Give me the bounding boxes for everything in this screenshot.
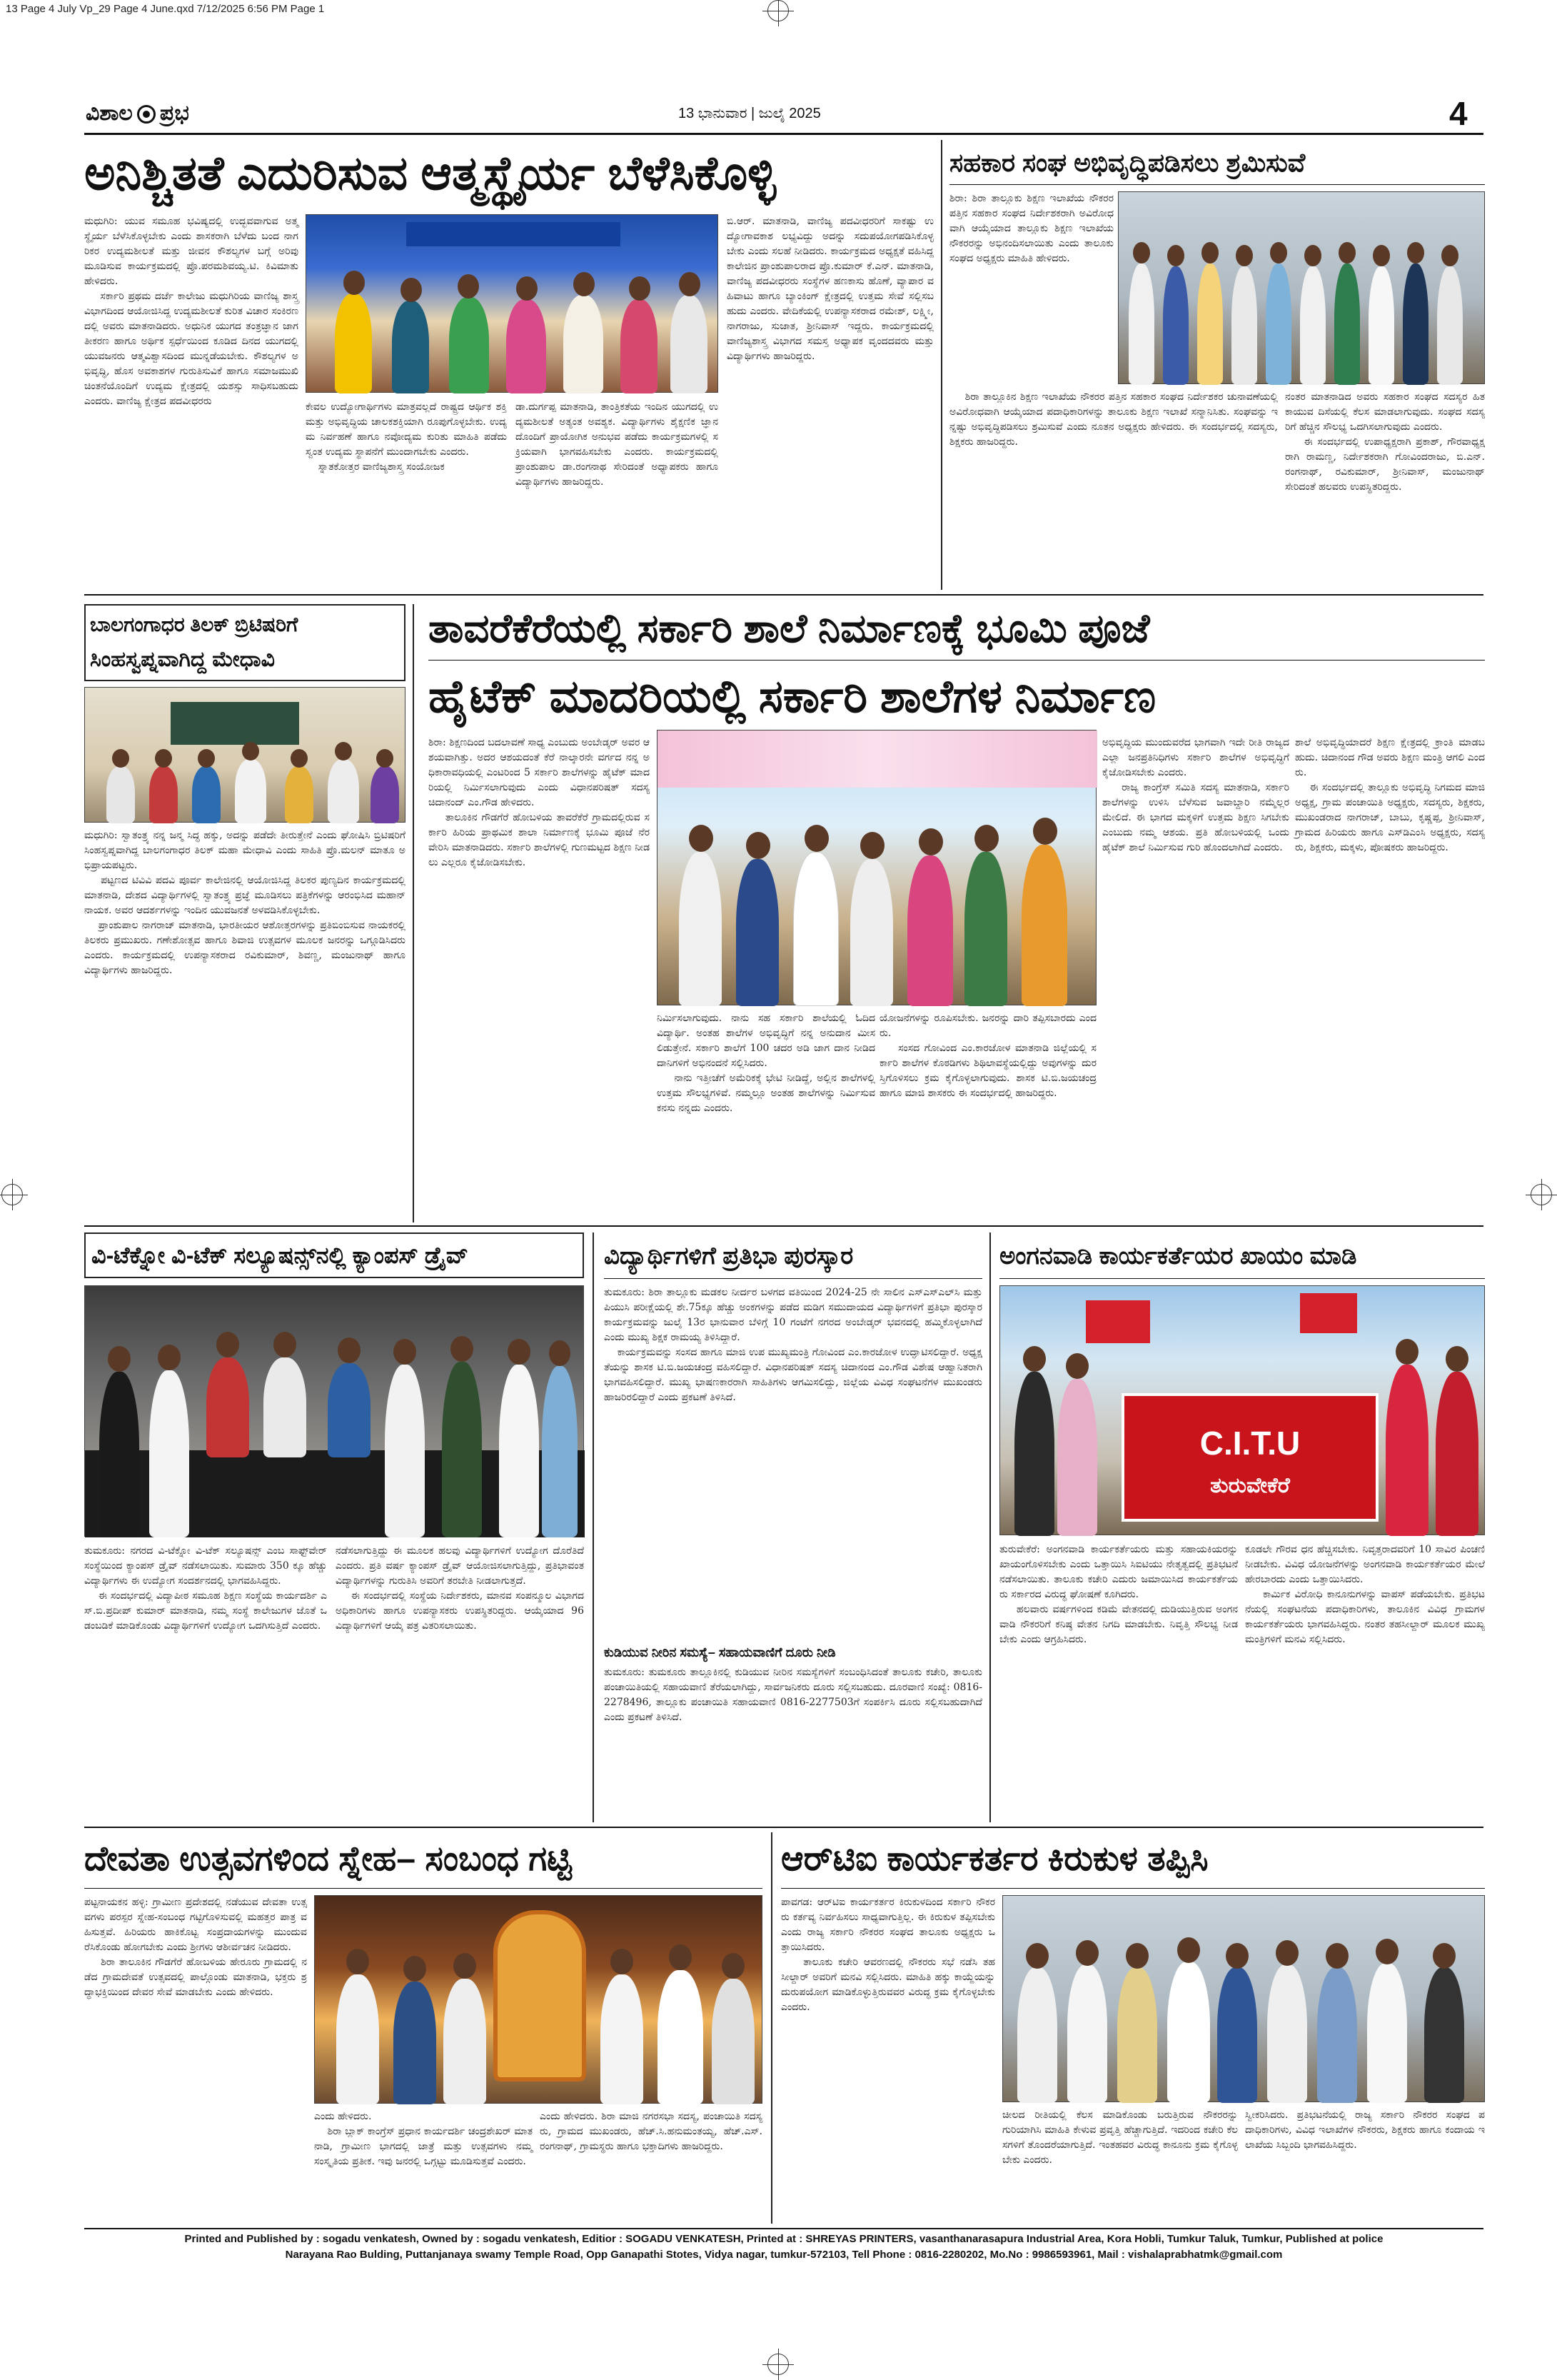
story7-rule: [999, 1278, 1485, 1279]
story7-col1: ತುರುವೇಕೆರೆ: ಅಂಗನವಾಡಿ ಕಾರ್ಯಕರ್ತೆಯರು ಮತ್ತು ಸಹಾಯಕಿಯರನ್ನು ಖಾಯಂಗೊಳಿಸಬೇಕು ಎಂದು ಒತ್ತಾಯಿಸಿ ಸಿಐಟಿಯು ನೇತೃತ್ವದಲ್ಲಿ ಪ್ರತಿಭಟನೆ ನಡೆಸಲಾಯಿತು. ತಾಲೂಕು ಕಚೇರಿ ಎದುರು ಜಮಾಯಿಸಿದ ಕಾರ್ಯಕರ್ತೆಯರು ಸರ್ಕಾರದ ವಿರುದ್ಧ ಘೋಷಣೆ ಕೂಗಿದರು. ಹಲವಾರು ವರ್ಷಗಳಿಂದ ಕಡಿಮೆ ವೇತನದಲ್ಲಿ ದುಡಿಯುತ್ತಿರುವ ಅಂಗನವಾಡಿ ನೌಕರರಿಗೆ ಕನಿಷ್ಠ ವೇತನ ನಿಗದಿ ಮಾಡಬೇಕು. ನಿವೃತ್ತಿ ಸೌಲಭ್ಯ ನೀಡಬೇಕು ಎಂದು ಆಗ್ರಹಿಸಿದರು.: [999, 1544, 1238, 1645]
story8-photo: [314, 1895, 762, 2104]
column-divider: [771, 1832, 772, 2224]
registration-mark-top: [767, 0, 789, 21]
story4-photo: [657, 730, 1097, 1005]
story1-col4: ಬಿ.ಆರ್. ಮಾತನಾಡಿ, ವಾಣಿಜ್ಯ ಪದವೀಧರರಿಗೆ ಸಾಕಷ್ಟು ಉದ್ಯೋಗಾವಕಾಶ ಲಭ್ಯವಿದ್ದು ಅದನ್ನು ಸದುಪಯೋಗಪಡಿಸಿಕೊಳ್ಳಬೇಕು ಎಂದು ಸಲಹೆ ನೀಡಿದರು. ಕಾರ್ಯಕ್ರಮದ ಅಧ್ಯಕ್ಷತೆ ವಹಿಸಿದ್ದ ಕಾಲೇಜಿನ ಪ್ರಾಂಶುಪಾಲರಾದ ಪ್ರೊ.ಕುಮಾರ್ ಕೆ.ಎನ್. ಮಾತನಾಡಿ, ವಾಣಿಜ್ಯ ಪದವೀಧರರು ಸಂಸ್ಥೆಗಳ ಹಣಕಾಸು ಹೊಣೆ, ವ್ಯಾಪಾರ ವಹಿವಾಟು ಹಾಗೂ ಬ್ಯಾಂಕಿಂಗ್ ಕ್ಷೇತ್ರದಲ್ಲಿ ಉತ್ತಮ ಸೇವೆ ಸಲ್ಲಿಸಬಹುದು ಎಂದರು. ವೇದಿಕೆಯಲ್ಲಿ ಉಪನ್ಯಾಸಕರಾದ ರಮೇಶ್, ಲಕ್ಷ್ಮೀ, ನಾಗರಾಜು, ಸುಜಾತ, ಶ್ರೀನಿವಾಸ್ ಇದ್ದರು. ಕಾರ್ಯಕ್ರಮದಲ್ಲಿ ವಾಣಿಜ್ಯಶಾಸ್ತ್ರ ವಿಭಾಗದ ಸಮಸ್ತ ಅಧ್ಯಾಪಕ ವೃಂದದವರು ಮತ್ತು ವಿದ್ಯಾರ್ಥಿಗಳು ಹಾಜರಿದ್ದರು.: [727, 216, 937, 362]
section-rule-2: [84, 1225, 1483, 1227]
story6-sub-headline: ಕುಡಿಯುವ ನೀರಿನ ಸಮಸ್ಯೆ– ಸಹಾಯವಾಣಿಗೆ ದೂರು ನೀಡಿ: [604, 1645, 836, 1660]
paper-name-left: ವಿಶಾಲ: [86, 101, 133, 125]
story8-headline: ದೇವತಾ ಉತ್ಸವಗಳಿಂದ ಸ್ನೇಹ– ಸಂಬಂಧ ಗಟ್ಟಿ: [84, 1840, 572, 1878]
story9-headline: ಆರ್‌ಟಿಐ ಕಾರ್ಯಕರ್ತರ ಕಿರುಕುಳ ತಪ್ಪಿಸಿ: [781, 1840, 1209, 1878]
story1-col2: ಕೇವಲ ಉದ್ಯೋಗಾರ್ಥಿಗಳು ಮಾತ್ರವಲ್ಲದೆ ರಾಷ್ಟ್ರದ ಆರ್ಥಿಕ ಶಕ್ತಿ ಮತ್ತು ಅಭಿವೃದ್ಧಿಯ ಚಾಲಕಶಕ್ತಿಯಾಗಿ ರೂಪುಗೊಳ್ಳಬೇಕು. ಉದ್ಯಮ ನಿರ್ವಹಣೆ ಹಾಗೂ ನವೋದ್ಯಮ ಕುರಿತು ಮಾಹಿತಿ ಪಡೆದು ಸ್ವಂತ ಉದ್ಯಮ ಸ್ಥಾಪನೆಗೆ ಮುಂದಾಗಬೇಕು ಎಂದರು. ಸ್ನಾತಕೋತ್ತರ ವಾಣಿಜ್ಯಶಾಸ್ತ್ರ ಸಂಯೋಜಕ: [306, 401, 507, 473]
story2-headline: ಸಹಕಾರ ಸಂಘ ಅಭಿವೃದ್ಧಿಪಡಿಸಲು ಶ್ರಮಿಸುವೆ: [949, 148, 1306, 177]
print-slug: 13 Page 4 July Vp_29 Page 4 June.qxd 7/12/2025 6:56 PM Page 1: [6, 3, 325, 15]
masthead-date: 13 ಭಾನುವಾರ | ಜುಲೈ 2025: [678, 106, 821, 121]
story5-col2: ನಡೆಸಲಾಗುತ್ತಿದ್ದು ಈ ಮೂಲಕ ಹಲವು ವಿದ್ಯಾರ್ಥಿಗಳಿಗೆ ಉದ್ಯೋಗ ದೊರೆತಿದೆ ಎಂದರು. ಪ್ರತಿ ವರ್ಷ ಕ್ಯಾಂಪಸ್ ಡ್ರೈವ್ ಆಯೋಜಿಸಲಾಗುತ್ತಿದ್ದು, ಪ್ರತಿಭಾವಂತ ವಿದ್ಯಾರ್ಥಿಗಳನ್ನು ಗುರುತಿಸಿ ಅವರಿಗೆ ತರಬೇತಿ ನೀಡಲಾಗುತ್ತದೆ. ಈ ಸಂದರ್ಭದಲ್ಲಿ ಸಂಸ್ಥೆಯ ನಿರ್ದೇಶಕರು, ಮಾನವ ಸಂಪನ್ಮೂಲ ವಿಭಾಗದ ಅಧಿಕಾರಿಗಳು ಹಾಗೂ ಉಪನ್ಯಾಸಕರು ಉಪಸ್ಥಿತರಿದ್ದರು. ಆಯ್ಕೆಯಾದ 96 ವಿದ್ಯಾರ್ಥಿಗಳಿಗೆ ಆಯ್ಕೆ ಪತ್ರ ವಿತರಿಸಲಾಯಿತು.: [336, 1545, 584, 1632]
story5-photo: [84, 1285, 584, 1537]
masthead-rule: [84, 133, 1483, 135]
story7-headline: ಅಂಗನವಾಡಿ ಕಾರ್ಯಕರ್ತೆಯರ ಖಾಯಂ ಮಾಡಿ: [999, 1242, 1357, 1270]
story2-photo: [1118, 191, 1485, 384]
story8-col2: ಎಂದು ಹೇಳಿದರು. ಶಿರಾ ಬ್ಲಾಕ್ ಕಾಂಗ್ರೆಸ್ ಪ್ರಧಾನ ಕಾರ್ಯದರ್ಶಿ ಚಂದ್ರಶೇಖರ್ ಮಾತನಾಡಿ, ಗ್ರಾಮೀಣ ಭಾಗದಲ್ಲಿ ಜಾತ್ರೆ ಮತ್ತು ಉತ್ಸವಗಳು ನಮ್ಮ ಸಂಸ್ಕೃತಿಯ ಪ್ರತೀಕ. ಇವು ಜನರಲ್ಲಿ ಒಗ್ಗಟ್ಟು ಮೂಡಿಸುತ್ತವೆ ಎಂದರು.: [314, 2111, 533, 2167]
story1-headline: ಅನಿಶ್ಚಿತತೆ ಎದುರಿಸುವ ಆತ್ಮಸ್ಥೈರ್ಯ ಬೆಳೆಸಿಕೊಳ್ಳಿ: [84, 146, 777, 199]
story6-body: ತುಮಕೂರು: ಶಿರಾ ತಾಲ್ಲೂಕು ಮಡಕಲ ನೀರ್ದರ ಬಳಗದ ವತಿಯಿಂದ 2024-25 ನೇ ಸಾಲಿನ ಎಸ್‌ಎಸ್‌ಎಲ್‌ಸಿ ಮತ್ತು ಪಿಯುಸಿ ಪರೀಕ್ಷೆಯಲ್ಲಿ ಶೇ.75ಕ್ಕೂ ಹೆಚ್ಚು ಅಂಕಗಳನ್ನು ಪಡೆದ ಮಡಿಗ ಸಮುದಾಯದ ವಿದ್ಯಾರ್ಥಿಗಳಿಗೆ ಪ್ರತಿಭಾ ಪುರಸ್ಕಾರ ಕಾರ್ಯಕ್ರಮವನ್ನು ಜುಲೈ 13ರ ಭಾನುವಾರ ಬೆಳಿಗ್ಗೆ 10 ಗಂಟೆಗೆ ನಗರದ ಅಂಬೇಡ್ಕರ್ ಭವನದಲ್ಲಿ ಹಮ್ಮಿಕೊಳ್ಳಲಾಗಿದೆ ಎಂದು ಮುಖ್ಯ ಶಿಕ್ಷಕ ರಾಮಯ್ಯ ತಿಳಿಸಿದ್ದಾರೆ. ಕಾರ್ಯಕ್ರಮವನ್ನು ಸಂಸದ ಹಾಗೂ ಮಾಜಿ ಉಪ ಮುಖ್ಯಮಂತ್ರಿ ಗೋವಿಂದ ಎಂ.ಕಾರಜೋಳ ಉದ್ಘಾಟಿಸಲಿದ್ದಾರೆ. ಅಧ್ಯಕ್ಷತೆಯನ್ನು ಶಾಸಕ ಟಿ.ಬಿ.ಜಯಚಂದ್ರ ವಹಿಸಲಿದ್ದಾರೆ. ವಿಧಾನಪರಿಷತ್ ಸದಸ್ಯ ಚಿದಾನಂದ ಎಂ.ಗೌಡ ವಿಶೇಷ ಆಹ್ವಾನಿತರಾಗಿ ಭಾಗವಹಿಸಲಿದ್ದಾರೆ. ಮುಖ್ಯ ಭಾಷಣಕಾರರಾಗಿ ಸಾಹಿತಿಗಳು ಆಗಮಿಸಲಿದ್ದು, ಜಿಲ್ಲೆಯ ವಿವಿಧ ಸಂಘಟನೆಗಳ ಮುಖಂಡರು ಹಾಜರಿರಲಿದ್ದಾರೆ ಎಂದು ಪ್ರಕಟಣೆ ತಿಳಿಸಿದೆ.: [604, 1287, 982, 1403]
citu-banner-sub: ತುರುವೇಕೆರೆ: [1210, 1474, 1290, 1497]
paper-logo-icon: [137, 105, 156, 124]
story2-body: ಶಿರಾ ತಾಲ್ಲೂಕಿನ ಶಿಕ್ಷಣ ಇಲಾಖೆಯ ನೌಕರರ ಪತ್ತಿನ ಸಹಕಾರ ಸಂಘದ ನಿರ್ದೇಶಕರ ಚುನಾವಣೆಯಲ್ಲಿ ಅವಿರೋಧವಾಗಿ ಆಯ್ಕೆಯಾದ ಪದಾಧಿಕಾರಿಗಳನ್ನು ತಾಲೂಕು ಶಿಕ್ಷಣ ಇಲಾಖೆ ಸನ್ಮಾನಿಸಿತು. ಸಂಘವನ್ನು ಇನ್ನಷ್ಟು ಅಭಿವೃದ್ಧಿಪಡಿಸಲು ಶ್ರಮಿಸುವೆ ಎಂದು ನೂತನ ಅಧ್ಯಕ್ಷರು ಹೇಳಿದರು. ಈ ಸಂದರ್ಭದಲ್ಲಿ ಸದಸ್ಯರು, ಶಿಕ್ಷಕರು ಹಾಜರಿದ್ದರು.: [949, 391, 1281, 448]
story9-col3: ಸ್ವೀಕರಿಸಿದರು. ಪ್ರತಿಭಟನೆಯಲ್ಲಿ ರಾಜ್ಯ ಸರ್ಕಾರಿ ನೌಕರರ ಸಂಘದ ಪದಾಧಿಕಾರಿಗಳು, ವಿವಿಧ ಇಲಾಖೆಗಳ ನೌಕರರು, ಶಿಕ್ಷಕರು ಹಾಗೂ ಕಂದಾಯ ಇಲಾಖೆಯ ಸಿಬ್ಬಂದಿ ಭಾಗವಹಿಸಿದ್ದರು.: [1245, 2109, 1485, 2151]
story8-col1: ಪಟ್ಟನಾಯಕನ ಹಳ್ಳಿ: ಗ್ರಾಮೀಣ ಪ್ರದೇಶದಲ್ಲಿ ನಡೆಯುವ ದೇವತಾ ಉತ್ಸವಗಳು ಪರಸ್ಪರ ಸ್ನೇಹ-ಸಂಬಂಧ ಗಟ್ಟಿಗೊಳಿಸುವಲ್ಲಿ ಮಹತ್ತರ ಪಾತ್ರ ವಹಿಸುತ್ತವೆ. ಹಿರಿಯರು ಹಾಕಿಕೊಟ್ಟ ಸಂಪ್ರದಾಯಗಳನ್ನು ಮುಂದುವರೆಸಿಕೊಂಡು ಹೋಗಬೇಕು ಎಂದು ಶ್ರೀಗಳು ಆಶೀರ್ವಚನ ನೀಡಿದರು. ಶಿರಾ ತಾಲೂಕಿನ ಗೌಡಗೆರೆ ಹೋಬಳಿಯ ಹೇರೂರು ಗ್ರಾಮದಲ್ಲಿ ನಡೆದ ಗ್ರಾಮದೇವತೆ ಉತ್ಸವದಲ್ಲಿ ಪಾಲ್ಗೊಂಡು ಮಾತನಾಡಿ, ಭಕ್ತರು ಶ್ರದ್ಧಾಭಕ್ತಿಯಿಂದ ದೇವರ ಸೇವೆ ಮಾಡಬೇಕು ಎಂದು ಹೇಳಿದರು.: [84, 1897, 307, 1998]
story9-col1: ಪಾವಗಡ: ಆರ್‌ಟಿಐ ಕಾರ್ಯಕರ್ತರ ಕಿರುಕುಳದಿಂದ ಸರ್ಕಾರಿ ನೌಕರರು ಕರ್ತವ್ಯ ನಿರ್ವಹಿಸಲು ಸಾಧ್ಯವಾಗುತ್ತಿಲ್ಲ. ಈ ಕಿರುಕುಳ ತಪ್ಪಿಸಬೇಕು ಎಂದು ರಾಜ್ಯ ಸರ್ಕಾರಿ ನೌಕರರ ಸಂಘದ ತಾಲೂಕು ಅಧ್ಯಕ್ಷರು ಒತ್ತಾಯಿಸಿದರು. ತಾಲೂಕು ಕಚೇರಿ ಆವರಣದಲ್ಲಿ ನೌಕರರು ಸಭೆ ನಡೆಸಿ ತಹಸೀಲ್ದಾರ್ ಅವರಿಗೆ ಮನವಿ ಸಲ್ಲಿಸಿದರು. ಮಾಹಿತಿ ಹಕ್ಕು ಕಾಯ್ದೆಯನ್ನು ದುರುಪಯೋಗ ಮಾಡಿಕೊಳ್ಳುತ್ತಿರುವವರ ವಿರುದ್ಧ ಕ್ರಮ ಕೈಗೊಳ್ಳಬೇಕು ಎಂದರು.: [781, 1897, 995, 2013]
story7-photo: [999, 1285, 1485, 1535]
footer-imprint-line1: Printed and Published by : sogadu venkatesh, Owned by : sogadu venkatesh, Editior : SOGADU VENKATESH, Printed at : SHREYAS PRINTERS, vasanthanarasapura Industrial Area, Kora Hobli, Tumkur Taluk, Tumkur, Published at police: [184, 2233, 1384, 2245]
story3-body: ಮಧುಗಿರಿ: ಸ್ವಾತಂತ್ರ್ಯ ನನ್ನ ಜನ್ಮ ಸಿದ್ಧ ಹಕ್ಕು, ಅದನ್ನು ಪಡೆದೇ ತೀರುತ್ತೇನೆ ಎಂದು ಘೋಷಿಸಿ ಬ್ರಿಟಿಷರಿಗೆ ಸಿಂಹಸ್ವಪ್ನವಾಗಿದ್ದ ಬಾಲಗಂಗಾಧರ ತಿಲಕ್ ಮಹಾ ಮೇಧಾವಿ ಎಂದು ಸಾಹಿತಿ ಪ್ರೊ.ಮಲನ್ ಮಾತೂ ಅಭಿಪ್ರಾಯಪಟ್ಟರು. ಪಟ್ಟಣದ ಟಿವಿವಿ ಪದವಿ ಪೂರ್ವ ಕಾಲೇಜಿನಲ್ಲಿ ಆಯೋಜಿಸಿದ್ದ ತಿಲಕರ ಪುಣ್ಯದಿನ ಕಾರ್ಯಕ್ರಮದಲ್ಲಿ ಮಾತನಾಡಿ, ದೇಶದ ವಿದ್ಯಾರ್ಥಿಗಳಲ್ಲಿ ಸ್ವಾತಂತ್ರ್ಯ ಪ್ರಜ್ಞೆ ಮೂಡಿಸಲು ಪತ್ರಿಕೆಗಳನ್ನು ಆರಂಭಿಸಿದ ಮಹಾನ್ ನಾಯಕ. ಅವರ ಆದರ್ಶಗಳನ್ನು ಇಂದಿನ ಯುವಜನತೆ ಅಳವಡಿಸಿಕೊಳ್ಳಬೇಕು. ಪ್ರಾಂಶುಪಾಲ ನಾಗರಾಜ್ ಮಾತನಾಡಿ, ಭಾರತೀಯರ ಆಶೋತ್ತರಗಳನ್ನು ಪ್ರತಿಬಿಂಬಿಸುವ ನಾಯಕರಲ್ಲಿ ತಿಲಕರು ಪ್ರಮುಖರು. ಗಣೇಶೋತ್ಸವ ಹಾಗೂ ಶಿವಾಜಿ ಉತ್ಸವಗಳ ಮೂಲಕ ಜನರನ್ನು ಒಗ್ಗೂಡಿಸಿದರು ಎಂದರು. ಕಾರ್ಯಕ್ರಮದಲ್ಲಿ ಉಪನ್ಯಾಸಕರಾದ ರವಿಕುಮಾರ್, ಶಿವಣ್ಣ, ಮಂಜುನಾಥ್ ಹಾಗೂ ವಿದ್ಯಾರ್ಥಿಗಳು ಹಾಜರಿದ್ದರು.: [84, 830, 405, 976]
story9-rule: [781, 1888, 1485, 1889]
column-divider: [989, 1232, 991, 1822]
story3-headline-line2: ಸಿಂಹಸ್ವಪ್ನವಾಗಿದ್ದ ಮೇಧಾವಿ: [90, 648, 275, 671]
story5-col1: ತುಮಕೂರು: ನಗರದ ವಿ-ಟೆಕ್ನೋ ವಿ-ಟೆಕ್ ಸಲ್ಯೂಷನ್ಸ್ ಎಂಬ ಸಾಫ್ಟ್‌ವೇರ್ ಸಂಸ್ಥೆಯಿಂದ ಕ್ಯಾಂಪಸ್ ಡ್ರೈವ್ ನಡೆಸಲಾಯಿತು. ಸುಮಾರು 350 ಕ್ಕೂ ಹೆಚ್ಚು ವಿದ್ಯಾರ್ಥಿಗಳು ಈ ಉದ್ಯೋಗ ಸಂದರ್ಶನದಲ್ಲಿ ಭಾಗವಹಿಸಿದ್ದರು. ಈ ಸಂದರ್ಭದಲ್ಲಿ ವಿದ್ಯಾಪೀಠ ಸಮೂಹ ಶಿಕ್ಷಣ ಸಂಸ್ಥೆಯ ಕಾರ್ಯದರ್ಶಿ ಎಸ್.ಬಿ.ಪ್ರದೀಪ್ ಕುಮಾರ್ ಮಾತನಾಡಿ, ನಮ್ಮ ಸಂಸ್ಥೆ ಕಾಲೇಜುಗಳ ಜೊತೆ ಒಡಂಬಡಿಕೆ ಮಾಡಿಕೊಂಡು ವಿದ್ಯಾರ್ಥಿಗಳಿಗೆ ಉದ್ಯೋಗ ಒದಗಿಸುತ್ತಿದೆ ಎಂದರು.: [84, 1545, 327, 1632]
story8-col3: ಎಂದು ಹೇಳಿದರು. ಶಿರಾ ಮಾಜಿ ನಗರಸಭಾ ಸದಸ್ಯ, ಪಂಚಾಯಿತಿ ಸದಸ್ಯರು, ಗ್ರಾಮದ ಮುಖಂಡರು, ಹೆಚ್.ಸಿ.ಹನುಮಂತಯ್ಯ, ಹೆಚ್.ಎಸ್.ರಂಗನಾಥ್, ಗ್ರಾಮಸ್ಥರು ಹಾಗೂ ಭಕ್ತಾದಿಗಳು ಹಾಜರಿದ್ದರು.: [540, 2111, 762, 2152]
story4-col3: ಯೋಜನೆಗಳನ್ನು ರೂಪಿಸಬೇಕು. ಜನರನ್ನು ದಾರಿ ತಪ್ಪಿಸಬಾರದು ಎಂದರು. ಸಂಸದ ಗೋವಿಂದ ಎಂ.ಕಾರಜೋಳ ಮಾತನಾಡಿ ಜಿಲ್ಲೆಯಲ್ಲಿ ಸರ್ಕಾರಿ ಶಾಲೆಗಳ ಕೊಠಡಿಗಳು ಶಿಥಿಲಾವಸ್ಥೆಯಲ್ಲಿದ್ದು ಅವುಗಳನ್ನು ದುರಸ್ತಿಗೊಳಿಸಲು ಕ್ರಮ ಕೈಗೊಳ್ಳಲಾಗುವುದು. ಶಾಸಕ ಟಿ.ಬಿ.ಜಯಚಂದ್ರ ಹಾಗೂ ಮಾಜಿ ಶಾಸಕರು ಈ ಸಂದರ್ಭದಲ್ಲಿ ಹಾಜರಿದ್ದರು.: [880, 1013, 1097, 1099]
registration-mark-right: [1531, 1184, 1552, 1205]
column-divider: [593, 1232, 594, 1822]
story9-photo: [1002, 1895, 1485, 2102]
story4-col4: ಅಭಿವೃದ್ಧಿಯ ಮುಂದುವರೆದ ಭಾಗವಾಗಿ ಇದೇ ರೀತಿ ರಾಜ್ಯದ ಎಲ್ಲಾ ಜನಪ್ರತಿನಿಧಿಗಳು ಸರ್ಕಾರಿ ಶಾಲೆಗಳ ಅಭಿವೃದ್ಧಿಗೆ ಕೈಜೋಡಿಸಬೇಕು ಎಂದರು. ರಾಜ್ಯ ಕಾಂಗ್ರೆಸ್ ಸಮಿತಿ ಸದಸ್ಯ ಮಾತನಾಡಿ, ಸರ್ಕಾರಿ ಶಾಲೆಗಳನ್ನು ಉಳಿಸಿ ಬೆಳೆಸುವ ಜವಾಬ್ದಾರಿ ನಮ್ಮೆಲ್ಲರ ಮೇಲಿದೆ. ಈ ಭಾಗದ ಮಕ್ಕಳಿಗೆ ಉತ್ತಮ ಶಿಕ್ಷಣ ಸಿಗಬೇಕು ಎಂಬುದು ನಮ್ಮ ಆಶಯ. ಪ್ರತಿ ಹೋಬಳಿಯಲ್ಲಿ ಒಂದು ಹೈಟೆಕ್ ಶಾಲೆ ನಿರ್ಮಿಸುವ ಗುರಿ ಹೊಂದಲಾಗಿದೆ ಎಂದರು.: [1102, 737, 1289, 853]
story1-col3: ಡಾ.ದುರ್ಗಪ್ಪ ಮಾತನಾಡಿ, ತಾಂತ್ರಿಕತೆಯ ಇಂದಿನ ಯುಗದಲ್ಲಿ ಉದ್ಯಮಶೀಲತೆ ಅತ್ಯಂತ ಅವಶ್ಯಕ. ವಿದ್ಯಾರ್ಥಿಗಳು ಶೈಕ್ಷಣಿಕ ಜ್ಞಾನದೊಂದಿಗೆ ಪ್ರಾಯೋಗಿಕ ಅನುಭವ ಪಡೆದು ಕಾರ್ಯಕ್ರಮಗಳಲ್ಲಿ ಸಕ್ರಿಯವಾಗಿ ಭಾಗವಹಿಸಬೇಕು ಎಂದರು. ಕಾರ್ಯಕ್ರಮದಲ್ಲಿ ಪ್ರಾಂಶುಪಾಲ ಡಾ.ರಂಗನಾಥ ಸೇರಿದಂತೆ ಅಧ್ಯಾಪಕರು ಹಾಗೂ ವಿದ್ಯಾರ್ಥಿಗಳು ಹಾಜರಿದ್ದರು.: [515, 401, 722, 488]
registration-mark-left: [1, 1184, 23, 1205]
footer-imprint-line2: Narayana Rao Bulding, Puttanjanaya swamy Temple Road, Opp Ganapathi Stotes, Vidya nagar, tumkur-572103, Tell Phone : 0816-2280202, Mo.No : 9986593961, Mail : vishalaprabhatmk@gmail.com: [285, 2249, 1283, 2261]
story4-col1: ಶಿರಾ: ಶಿಕ್ಷಣದಿಂದ ಬದಲಾವಣೆ ಸಾಧ್ಯ ಎಂಬುದು ಅಂಬೇಡ್ಕರ್ ಅವರ ಆಶಯವಾಗಿತ್ತು. ಅದರ ಆಶಯದಂತೆ ಕೆರೆ ನಾಲ್ಕಾರನೇ ವರ್ಗದ ನನ್ನ ಅಧಿಕಾರಾವಧಿಯಲ್ಲಿ ಎಂಟರಿಂದ 5 ಸರ್ಕಾರಿ ಶಾಲೆಗಳನ್ನು ಹೈಟೆಕ್ ಮಾದರಿಯಲ್ಲಿ ನಿರ್ಮಿಸಲಾಗುವುದು ಎಂದು ವಿಧಾನಪರಿಷತ್ ಸದಸ್ಯ ಚಿದಾನಂದ್ ಎಂ.ಗೌಡ ಹೇಳಿದರು. ತಾಲೂಕಿನ ಗೌಡಗೆರೆ ಹೋಬಳಿಯ ತಾವರೆಕೆರೆ ಗ್ರಾಮದಲ್ಲಿರುವ ಸರ್ಕಾರಿ ಹಿರಿಯ ಪ್ರಾಥಮಿಕ ಶಾಲಾ ನಿರ್ಮಾಣಕ್ಕೆ ಭೂಮಿ ಪೂಜೆ ನೆರವೇರಿಸಿ ಮಾತನಾಡಿದರು. ಸರ್ಕಾರಿ ಶಾಲೆಗಳಲ್ಲಿ ಗುಣಮಟ್ಟದ ಶಿಕ್ಷಣ ನೀಡಲು ಎಲ್ಲರೂ ಕೈಜೋಡಿಸಬೇಕು.: [428, 737, 650, 868]
footer-rule: [84, 2228, 1483, 2229]
story4-headline-line1: ತಾವರೆಕೆರೆಯಲ್ಲಿ ಸರ್ಕಾರಿ ಶಾಲೆ ನಿರ್ಮಾಣಕ್ಕೆ ಭೂಮಿ ಪೂಜೆ: [428, 606, 1150, 651]
story5-headline: ವಿ-ಟೆಕ್ನೋ ವಿ-ಟೆಕ್ ಸಲ್ಯೂಷನ್ಸ್‌ನಲ್ಲಿ ಕ್ಯಾಂಪಸ್ ಡ್ರೈವ್: [91, 1242, 468, 1268]
story6-sub-body: ತುಮಕೂರು: ತುಮಕೂರು ತಾಲ್ಲೂಕಿನಲ್ಲಿ ಕುಡಿಯುವ ನೀರಿನ ಸಮಸ್ಯೆಗಳಿಗೆ ಸಂಬಂಧಿಸಿದಂತೆ ತಾಲೂಕು ಕಚೇರಿ, ತಾಲೂಕು ಪಂಚಾಯಿತಿಯಲ್ಲಿ ಸಹಾಯವಾಣಿ ತೆರೆಯಲಾಗಿದ್ದು, ಸಾರ್ವಜನಿಕರು ದೂರು ಸಲ್ಲಿಸಬಹುದು. ದೂರವಾಣಿ ಸಂಖ್ಯೆ: 0816-2278496, ತಾಲ್ಲೂಕು ಪಂಚಾಯಿತಿ ಸಹಾಯವಾಣಿ 0816-2277503ಗೆ ಸಂಪರ್ಕಿಸಿ ದೂರು ಸಲ್ಲಿಸಬಹುದಾಗಿದೆ ಎಂದು ಪ್ರಕಟಣೆ ತಿಳಿಸಿದೆ.: [604, 1667, 986, 1723]
column-divider: [413, 604, 414, 1222]
section-rule-3: [84, 1827, 1483, 1828]
page-number: 4: [1449, 95, 1468, 132]
story3-headline-line1: ಬಾಲಗಂಗಾಧರ ತಿಲಕ್ ಬ್ರಿಟಿಷರಿಗೆ: [90, 613, 298, 636]
story3-photo: [84, 687, 405, 823]
story1-col1: ಮಧುಗಿರಿ: ಯುವ ಸಮೂಹ ಭವಿಷ್ಯದಲ್ಲಿ ಉದ್ಭವವಾಗುವ ಅತ್ಮಸ್ಥೈರ್ಯ ಬೆಳೆಸಿಕೊಳ್ಳಬೇಕು ಎಂದು ಶಾಸಕರಾಗಿ ಬೆಳೆದು ಬಂದ ನಾಗರಿಕರ ಉದ್ಯಮಶೀಲತೆ ಮತ್ತು ಜೀವನ ಕೌಶಲ್ಯಗಳ ಬಗ್ಗೆ ಅರಿವು ಮೂಡಿಸುವ ಕಾರ್ಯಕ್ರಮದಲ್ಲಿ ಪ್ರೊ.ಪರಮಶಿವಯ್ಯ.ಟಿ. ಕಿವಿಮಾತು ಹೇಳಿದರು. ಸರ್ಕಾರಿ ಪ್ರಥಮ ದರ್ಜೆ ಕಾಲೇಜು ಮಧುಗಿರಿಯ ವಾಣಿಜ್ಯ ಶಾಸ್ತ್ರ ವಿಭಾಗದಿಂದ ಆಯೋಜಿಸಿದ್ದ ಉದ್ಯಮಶೀಲತೆ ಕುರಿತ ವಿಚಾರ ಸಂಕಿರಣದಲ್ಲಿ ಅವರು ಮಾತನಾಡಿದರು. ಅಧುನಿಕ ಯುಗದ ತಂತ್ರಜ್ಞಾನ ಜಾಗತೀಕರಣ ಹಾಗೂ ಅರ್ಥಿಕ ಸ್ಪರ್ಧೆಯಿಂದ ಕೂಡಿದ ದಿನದ ಯುಗದಲ್ಲಿ ಯುವಜನರು ಆತ್ಮವಿಶ್ವಾಸದಿಂದ ಮುನ್ನಡೆಯಬೇಕು. ಕೌಶಲ್ಯಗಳ ಅಭಿವೃದ್ಧಿ, ಹೊಸ ಅವಕಾಶಗಳ ಗುರುತಿಸುವಿಕೆ ಹಾಗೂ ಸಮಾಜಮುಖಿ ಚಿಂತನೆಯೊಂದಿಗೆ ಉದ್ಯಮ ಕ್ಷೇತ್ರದಲ್ಲಿ ಯಶಸ್ಸು ಸಾಧಿಸಬಹುದು ಎಂದರು. ವಾಣಿಜ್ಯ ಕ್ಷೇತ್ರದ ಪದವೀಧರರು: [84, 216, 298, 407]
story4-headline-line2: ಹೈಟೆಕ್ ಮಾದರಿಯಲ್ಲಿ ಸರ್ಕಾರಿ ಶಾಲೆಗಳ ನಿರ್ಮಾಣ: [428, 671, 1157, 722]
story9-col2: ಚೀಲದ ರೀತಿಯಲ್ಲಿ ಕೆಲಸ ಮಾಡಿಕೊಂಡು ಬರುತ್ತಿರುವ ನೌಕರರನ್ನು ಗುರಿಯಾಗಿಸಿ ಮಾಹಿತಿ ಕೇಳುವ ಪ್ರವೃತ್ತಿ ಹೆಚ್ಚಾಗುತ್ತಿದೆ. ಇದರಿಂದ ಕಚೇರಿ ಕೆಲಸಗಳಿಗೆ ತೊಂದರೆಯಾಗುತ್ತಿದೆ. ಇಂತಹವರ ವಿರುದ್ಧ ಕಾನೂನು ಕ್ರಮ ಕೈಗೊಳ್ಳಬೇಕು ಎಂದರು.: [1002, 2109, 1241, 2166]
citu-banner: [1122, 1393, 1379, 1522]
story4-col5: ಶಾಲೆ ಅಭಿವೃದ್ಧಿಯಾದರೆ ಶಿಕ್ಷಣ ಕ್ಷೇತ್ರದಲ್ಲಿ ಕ್ರಾಂತಿ ಮಾಡಬಹುದು. ಚಿದಾನಂದ ಗೌಡ ಅವರು ಶಿಕ್ಷಣ ಮಂತ್ರಿ ಆಗಲಿ ಎಂದರು. ಈ ಸಂದರ್ಭದಲ್ಲಿ ತಾಲ್ಲೂಕು ಅಭಿವೃದ್ಧಿ ನಿಗಮದ ಮಾಜಿ ಅಧ್ಯಕ್ಷ, ಗ್ರಾಮ ಪಂಚಾಯಿತಿ ಅಧ್ಯಕ್ಷರು, ಸದಸ್ಯರು, ಶಿಕ್ಷಕರು, ಮುಖಂಡರಾದ ನಾಗರಾಜ್, ಬಾಬು, ಕೃಷ್ಣಪ್ಪ, ಶ್ರೀನಿವಾಸ್, ಗ್ರಾಮದ ಹಿರಿಯರು ಹಾಗೂ ಎಸ್‌ಡಿಎಂಸಿ ಅಧ್ಯಕ್ಷರು, ಸದಸ್ಯರು, ಶಿಕ್ಷಕರು, ಮಕ್ಕಳು, ಪೋಷಕರು ಹಾಜರಿದ್ದರು.: [1295, 737, 1486, 853]
column-divider: [941, 140, 942, 590]
story4-col2: ನಿರ್ಮಿಸಲಾಗುವುದು. ನಾನು ಸಹ ಸರ್ಕಾರಿ ಶಾಲೆಯಲ್ಲಿ ಓದಿದ ವಿದ್ಯಾರ್ಥಿ. ಅಂತಹ ಶಾಲೆಗಳ ಅಭಿವೃದ್ಧಿಗೆ ನನ್ನ ಅನುದಾನ ಮೀಸಲಿಡುತ್ತೇನೆ. ಸರ್ಕಾರಿ ಶಾಲೆಗೆ 100 ಚದರ ಅಡಿ ಜಾಗ ದಾನ ನೀಡಿದ ದಾನಿಗಳಿಗೆ ಅಭಿನಂದನೆ ಸಲ್ಲಿಸಿದರು. ನಾನು ಇತ್ತೀಚೆಗೆ ಅಮೆರಿಕಕ್ಕೆ ಭೇಟಿ ನೀಡಿದ್ದೆ, ಅಲ್ಲಿನ ಶಾಲೆಗಳಲ್ಲಿ ಉತ್ತಮ ಸೌಲಭ್ಯಗಳಿವೆ. ನಮ್ಮಲ್ಲೂ ಅಂತಹ ಶಾಲೆಗಳನ್ನು ನಿರ್ಮಿಸುವ ಕನಸು ನನ್ನದು ಎಂದರು.: [657, 1013, 875, 1114]
story6-rule: [604, 1278, 982, 1279]
story2-col3: ನಂತರ ಮಾತನಾಡಿದ ಅವರು ಸಹಕಾರ ಸಂಘದ ಸದಸ್ಯರ ಹಿತ ಕಾಯುವ ದಿಸೆಯಲ್ಲಿ ಕೆಲಸ ಮಾಡಲಾಗುವುದು. ಸಂಘದ ಸದಸ್ಯರಿಗೆ ಹೆಚ್ಚಿನ ಸೌಲಭ್ಯ ಒದಗಿಸಲಾಗುವುದು ಎಂದರು. ಈ ಸಂದರ್ಭದಲ್ಲಿ ಉಪಾಧ್ಯಕ್ಷರಾಗಿ ಪ್ರಕಾಶ್, ಗೌರವಾಧ್ಯಕ್ಷರಾಗಿ ರಾಮಣ್ಣ, ನಿರ್ದೇಶಕರಾಗಿ ಗೋವಿಂದರಾಜು, ಬಿ.ಎನ್. ರಂಗನಾಥ್, ರವಿಕುಮಾರ್, ಶ್ರೀನಿವಾಸ್, ಮಂಜುನಾಥ್ ಸೇರಿದಂತೆ ಹಲವರು ಉಪಸ್ಥಿತರಿದ್ದರು.: [1285, 391, 1485, 493]
story8-rule: [84, 1888, 762, 1889]
story2-col1: ಶಿರಾ: ಶಿರಾ ತಾಲ್ಲೂಕು ಶಿಕ್ಷಣ ಇಲಾಖೆಯ ನೌಕರರ ಪತ್ತಿನ ಸಹಕಾರ ಸಂಘದ ನಿರ್ದೇಶಕರಾಗಿ ಅವಿರೋಧವಾಗಿ ಆಯ್ಕೆಯಾದ ತಾಲ್ಲೂಕು ಶಿಕ್ಷಣ ಇಲಾಖೆಯ ನೌಕರರನ್ನು ಅಭಿನಂದಿಸಲಾಯಿತು ಎಂದು ತಾಲೂಕು ಸಂಘದ ಅಧ್ಯಕ್ಷರು ಮಾಹಿತಿ ಹೇಳಿದರು.: [949, 193, 1117, 264]
story2-rule: [949, 184, 1485, 185]
citu-banner-text: C.I.T.U: [1199, 1425, 1301, 1462]
story7-col2: ಕೂಡಲೇ ಗೌರವ ಧನ ಹೆಚ್ಚಿಸಬೇಕು. ನಿವೃತ್ತರಾದವರಿಗೆ 10 ಸಾವಿರ ಪಿಂಚಣಿ ನೀಡಬೇಕು. ವಿವಿಧ ಯೋಜನೆಗಳನ್ನು ಅಂಗನವಾಡಿ ಕಾರ್ಯಕರ್ತೆಯರ ಮೇಲೆ ಹೇರಬಾರದು ಎಂದು ಒತ್ತಾಯಿಸಿದರು. ಕಾರ್ಮಿಕ ವಿರೋಧಿ ಕಾನೂನುಗಳನ್ನು ವಾಪಸ್ ಪಡೆಯಬೇಕು. ಪ್ರತಿಭಟನೆಯಲ್ಲಿ ಸಂಘಟನೆಯ ಪದಾಧಿಕಾರಿಗಳು, ತಾಲೂಕಿನ ವಿವಿಧ ಗ್ರಾಮಗಳ ಕಾರ್ಯಕರ್ತೆಯರು ಭಾಗವಹಿಸಿದ್ದರು. ನಂತರ ತಹಸೀಲ್ದಾರ್ ಮೂಲಕ ಮುಖ್ಯಮಂತ್ರಿಗಳಿಗೆ ಮನವಿ ಸಲ್ಲಿಸಿದರು.: [1245, 1544, 1485, 1645]
paper-name-right: ಪ್ರಭ: [159, 101, 189, 125]
masthead-paper-name: [86, 101, 189, 126]
registration-mark-bottom: [767, 2354, 789, 2375]
story6-headline: ವಿದ್ಯಾರ್ಥಿಗಳಿಗೆ ಪ್ರತಿಭಾ ಪುರಸ್ಕಾರ: [604, 1242, 854, 1270]
section-rule-1: [84, 594, 1483, 596]
story1-photo: [306, 214, 718, 393]
story4-rule: [428, 660, 1485, 661]
